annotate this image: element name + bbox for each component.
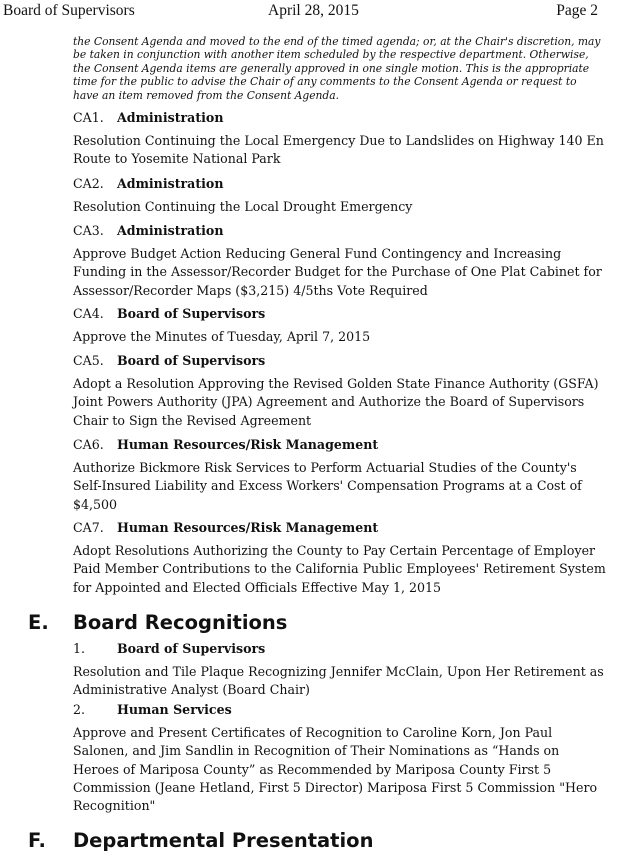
consent-item-description: Approve the Minutes of Tuesday, April 7, 2015 [73,329,371,344]
consent-item-description: Adopt a Resolution Approving the Revised Golden State Finance Authority (GSFA) Joint Powers Authority (JPA) Agreement and Authorize the Board of Supervisors Chair to Sign the Revised Agreement [73,376,599,428]
page-header [0,2,620,22]
section-letter: F. [28,829,46,852]
consent-agenda-intro: the Consent Agenda and moved to the end of the timed agenda; or, at the Chair's discretion, may be taken in conjunction with another item scheduled by the respective department. Otherwise, the Consent Agenda items are generally approved in one single motion. This is the appropriate time for the public to advise the Chair of any comments to the Consent Agenda or request to have an item removed from the Consent Agenda. [73,35,601,102]
header-page-number: Page 2 [556,2,598,19]
item-department: Human Services [117,702,232,717]
item-department: Administration [117,176,224,191]
recognition-item-heading [73,641,265,659]
section-heading-f [28,829,608,852]
consent-item-heading [73,437,378,455]
consent-item-heading [73,353,265,371]
item-code: 2. [73,702,86,717]
header-board-name: Board of Supervisors [3,2,135,19]
consent-item-description: Resolution Continuing the Local Drought Emergency [73,199,413,214]
section-title: Board Recognitions [73,611,288,634]
consent-item-heading [73,110,224,128]
section-letter: E. [28,611,49,634]
item-code: CA7. [73,520,104,535]
recognition-item-heading [73,702,232,720]
consent-item-heading [73,176,224,194]
item-department: Board of Supervisors [117,641,266,656]
consent-item-heading [73,306,265,324]
item-code: CA3. [73,223,104,238]
item-department: Board of Supervisors [117,306,266,321]
consent-item-heading [73,520,378,538]
consent-item-heading [73,223,224,241]
consent-item-description: Authorize Bickmore Risk Services to Perform Actuarial Studies of the County's Self-Insured Liability and Excess Workers' Compensation Programs at a Cost of $4,500 [73,460,582,512]
consent-item-description: Approve Budget Action Reducing General Fund Contingency and Increasing Funding in the Assessor/Recorder Budget for the Purchase of One Plat Cabinet for Assessor/Recorder Maps ($3,215) 4/5ths Vote Required [73,246,602,298]
header-date: April 28, 2015 [268,2,359,19]
item-code: 1. [73,641,86,656]
item-code: CA6. [73,437,104,452]
item-department: Human Resources/Risk Management [117,437,379,452]
item-department: Human Resources/Risk Management [117,520,379,535]
item-code: CA4. [73,306,104,321]
item-department: Administration [117,110,224,125]
item-code: CA5. [73,353,104,368]
consent-item-description: Resolution Continuing the Local Emergency Due to Landslides on Highway 140 En Route to Yosemite National Park [73,133,604,167]
item-code: CA2. [73,176,104,191]
section-heading-e [28,611,608,634]
recognition-item-description: Resolution and Tile Plaque Recognizing Jennifer McClain, Upon Her Retirement as Administrative Analyst (Board Chair) [73,664,604,698]
item-department: Board of Supervisors [117,353,266,368]
section-title: Departmental Presentation [73,829,374,852]
item-department: Administration [117,223,224,238]
recognition-item-description: Approve and Present Certificates of Recognition to Caroline Korn, Jon Paul Salonen, and Jim Sandlin in Recognition of Their Nominations as “Hands on Heroes of Mariposa County” as Recommended by Mariposa County First 5 Commission (Jeane Hetland, First 5 Director) Mariposa First 5 Commission "Hero Recognition" [73,725,598,814]
consent-item-description: Adopt Resolutions Authorizing the County to Pay Certain Percentage of Employer Paid Member Contributions to the California Public Employees' Retirement System for Appointed and Elected Officials Effective May 1, 2015 [73,543,606,595]
item-code: CA1. [73,110,104,125]
